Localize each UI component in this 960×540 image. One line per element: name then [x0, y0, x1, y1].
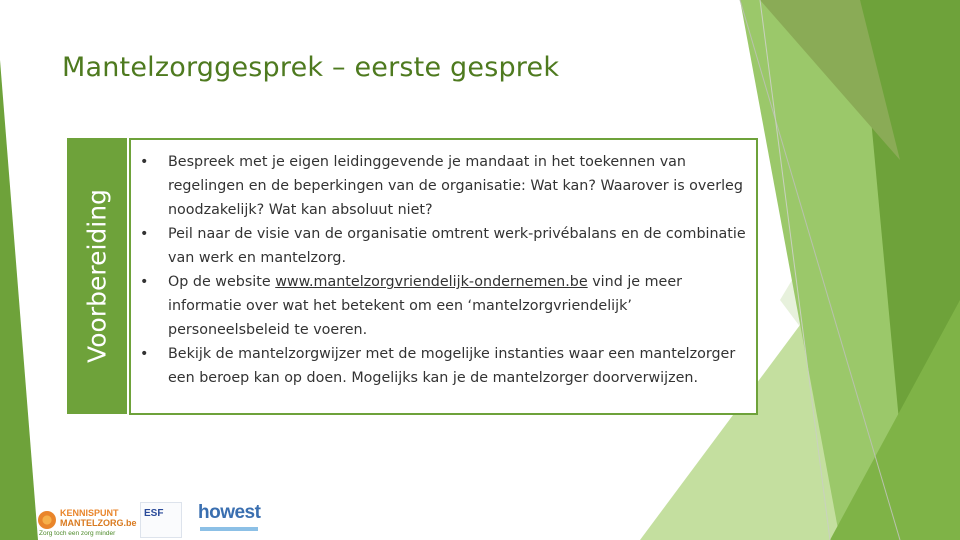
- bullet-icon: •: [140, 226, 149, 242]
- sun-logo-icon: [38, 511, 56, 529]
- bullet-text-before-link: Op de website: [168, 274, 276, 290]
- bullet-icon: •: [140, 346, 149, 362]
- side-label-text: Voorbereiding: [82, 189, 112, 363]
- footer-logos: [36, 500, 276, 540]
- list-item: [140, 342, 748, 390]
- bullet-text: Bespreek met je eigen leidinggevende je mandaat in het toekennen van regelingen en de beperkingen van de organisatie: Wat kan? Waarover is overleg noodzakelijk? Wat kan absoluut niet?: [168, 154, 743, 218]
- content-box: [129, 138, 758, 415]
- bullet-list: [140, 150, 748, 390]
- howest-logo-text: howest: [198, 502, 261, 523]
- bullet-text-after-link: vind je meer informatie over wat het betekent om een ‘mantelzorgvriendelijk’ personeelsbeleid te voeren.: [168, 274, 683, 338]
- esf-logo-text: ESF: [144, 508, 164, 519]
- kennispunt-logo-tagline: Zorg toch een zorg minder: [39, 530, 116, 537]
- list-item: [140, 270, 748, 342]
- kennispunt-logo: [36, 506, 136, 540]
- howest-logo-bar: [200, 527, 258, 531]
- bullet-icon: •: [140, 274, 149, 290]
- kennispunt-logo-line2: MANTELZORG.be: [60, 518, 137, 528]
- bullet-icon: •: [140, 154, 149, 170]
- side-label-box: [67, 138, 127, 414]
- esf-logo: [140, 502, 182, 538]
- howest-logo: [198, 502, 260, 536]
- list-item: [140, 222, 748, 270]
- kennispunt-logo-line1: KENNISPUNT: [60, 508, 119, 518]
- website-link[interactable]: www.mantelzorgvriendelijk-ondernemen.be: [275, 274, 588, 290]
- bullet-text: Peil naar de visie van de organisatie omtrent werk-privébalans en de combinatie van werk en mantelzorg.: [168, 226, 746, 266]
- bullet-text: Bekijk de mantelzorgwijzer met de mogelijke instanties waar een mantelzorger een beroep kan op doen. Mogelijks kan je de mantelzorger doorverwijzen.: [168, 346, 736, 386]
- slide-title: Mantelzorggesprek – eerste gesprek: [62, 52, 560, 83]
- list-item: [140, 150, 748, 222]
- left-green-triangle: [0, 60, 38, 540]
